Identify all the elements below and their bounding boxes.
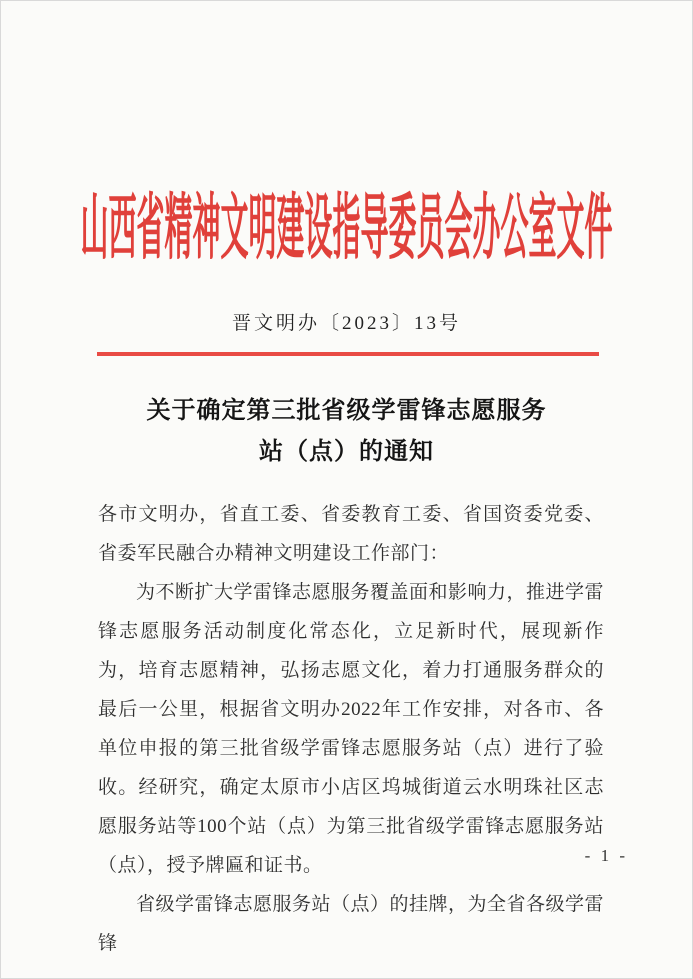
document-masthead	[1, 190, 692, 270]
document-title	[1, 391, 692, 473]
red-separator-line	[97, 352, 599, 356]
page-number: - 1 -	[584, 846, 628, 865]
document-title-line-1: 关于确定第三批省级学雷锋志愿服务	[146, 398, 547, 424]
document-title-line-2: 站（点）的通知	[259, 439, 434, 465]
document-number: 晋文明办〔2023〕13号	[231, 313, 461, 334]
body-paragraph-1: 为不断扩大学雷锋志愿服务覆盖面和影响力，推进学雷锋志愿服务活动制度化常态化，立足新时代，展现新作为，培育志愿精神，弘扬志愿文化，着力打通服务群众的最后一公里，根据省文明办2022年工作安排，对各市、各单位申报的第三批省级学雷锋志愿服务站（点）进行了验收。经研究，确定太原市小店区坞城街道云水明珠社区志愿服务站等100个站（点）为第三批省级学雷锋志愿服务站（点），授予牌匾和证书。	[98, 582, 605, 876]
issuing-authority-title: 山西省精神文明建设指导委员会办公室文件	[80, 190, 613, 270]
document-body	[98, 495, 604, 963]
salutation-line: 各市文明办，省直工委、省委教育工委、省国资委党委、省委军民融合办精神文明建设工作部门：	[98, 504, 604, 564]
body-paragraph-2: 省级学雷锋志愿服务站（点）的挂牌，为全省各级学雷锋	[98, 894, 605, 954]
